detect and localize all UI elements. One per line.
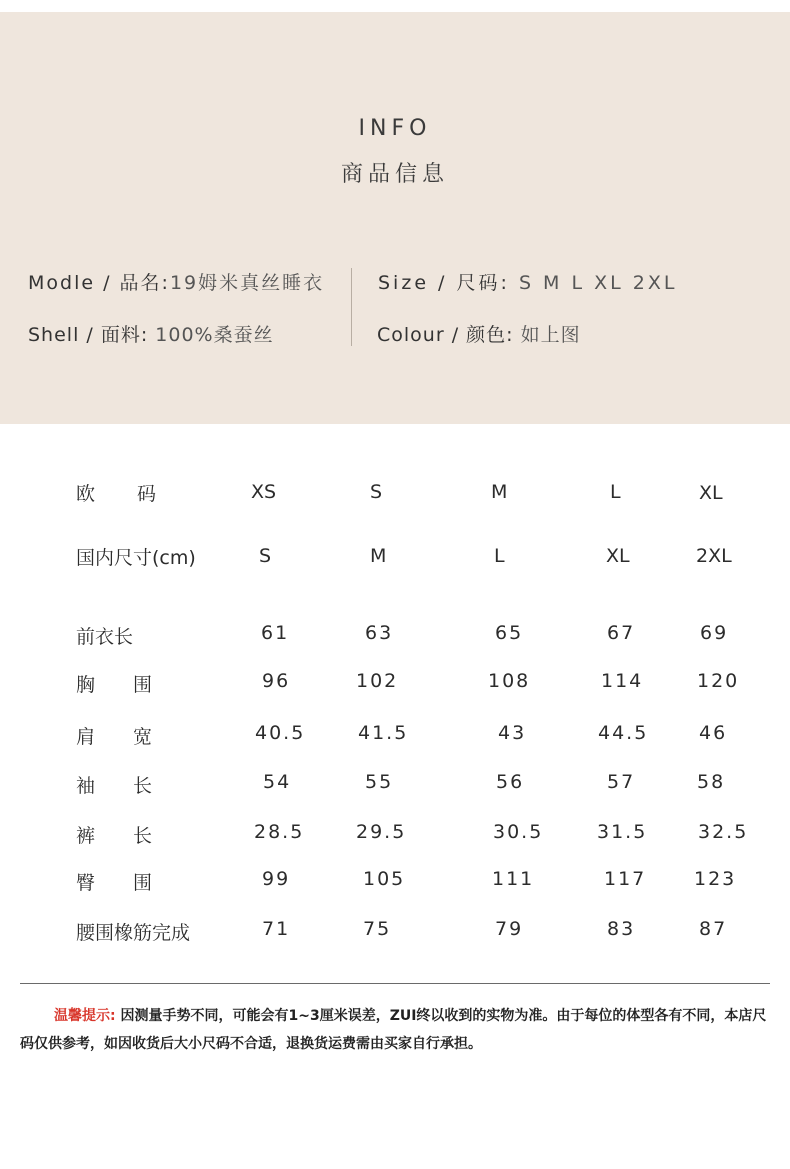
- measure-cell: 44.5: [598, 722, 649, 744]
- measure-cell: 54: [263, 771, 292, 793]
- spec-shell: [28, 320, 274, 347]
- measure-cell: 55: [365, 771, 394, 793]
- cn-size-cell: S: [259, 545, 272, 567]
- cn-size-cell: M: [370, 545, 387, 567]
- measure-cell: 120: [697, 670, 740, 692]
- notice-lead: 温馨提示:: [54, 1008, 116, 1024]
- measure-cell: 63: [365, 622, 394, 644]
- measure-cell: 79: [495, 918, 524, 940]
- cn-size-label: 国内尺寸(cm): [76, 547, 196, 569]
- measure-cell: 30.5: [493, 821, 544, 843]
- row-label: 臀 围: [76, 872, 169, 894]
- measure-cell: 123: [694, 868, 737, 890]
- spec-colour-label: Colour / 颜色:: [377, 324, 514, 346]
- measure-cell: 114: [601, 670, 644, 692]
- row-label: 腰围橡筋完成: [76, 922, 191, 944]
- product-info-panel: [0, 12, 790, 424]
- spec-colour: [377, 320, 581, 347]
- measure-cell: 28.5: [254, 821, 305, 843]
- info-title: INFO: [358, 116, 432, 141]
- measure-cell: 111: [492, 868, 535, 890]
- spec-size-value: S M L XL 2XL: [518, 272, 678, 294]
- measure-cell: 29.5: [356, 821, 407, 843]
- spec-model-value: 19姆米真丝睡衣: [169, 272, 325, 294]
- measure-cell: 69: [700, 622, 729, 644]
- measure-cell: 105: [363, 868, 406, 890]
- eu-size-cell: S: [370, 481, 383, 503]
- row-label: 袖 长: [76, 775, 169, 797]
- top-margin: [0, 0, 790, 12]
- eu-size-cell: XL: [699, 482, 723, 504]
- measure-cell: 102: [356, 670, 399, 692]
- notice-text: 因测量手势不同，可能会有1~3厘米误差，ZUI终以收到的实物为准。由于每位的体型各有不同，本店尺码仅供参考，如因收货后大小尺码不合适，退换货运费需由买家自行承担。: [20, 1008, 767, 1052]
- section-divider: [20, 983, 770, 984]
- measure-cell: 61: [261, 622, 290, 644]
- warm-notice: [20, 1002, 775, 1058]
- spec-shell-label: Shell / 面料:: [28, 324, 149, 346]
- eu-size-cell: L: [610, 481, 621, 503]
- spec-shell-value: 100%桑蚕丝: [155, 324, 274, 346]
- row-label: 前衣长: [76, 626, 134, 648]
- spec-colour-value: 如上图: [520, 324, 581, 346]
- eu-size-cell: XS: [251, 481, 277, 503]
- spec-model-label: Modle / 品名:: [28, 272, 170, 294]
- info-subtitle: 商品信息: [340, 162, 449, 187]
- measure-cell: 57: [607, 771, 636, 793]
- cn-size-cell: 2XL: [696, 545, 732, 567]
- eu-size-label: 欧 码: [76, 483, 175, 505]
- measure-cell: 67: [607, 622, 636, 644]
- cn-size-cell: L: [494, 545, 505, 567]
- measure-cell: 43: [498, 722, 527, 744]
- spec-size: [378, 268, 677, 295]
- row-label: 胸 围: [76, 674, 169, 696]
- measure-cell: 75: [363, 918, 392, 940]
- measure-cell: 41.5: [358, 722, 409, 744]
- measure-cell: 99: [262, 868, 291, 890]
- measure-cell: 56: [496, 771, 525, 793]
- cn-size-cell: XL: [606, 545, 630, 567]
- spec-size-label: Size / 尺码:: [378, 272, 510, 294]
- measure-cell: 31.5: [597, 821, 648, 843]
- measure-cell: 40.5: [255, 722, 306, 744]
- eu-size-cell: M: [491, 481, 508, 503]
- spec-divider: [351, 268, 352, 346]
- measure-cell: 108: [488, 670, 531, 692]
- measure-cell: 87: [699, 918, 728, 940]
- row-label: 裤 长: [76, 825, 169, 847]
- measure-cell: 71: [262, 918, 291, 940]
- measure-cell: 58: [697, 771, 726, 793]
- spec-model: [28, 268, 324, 295]
- measure-cell: 117: [604, 868, 647, 890]
- row-label: 肩 宽: [76, 726, 169, 748]
- measure-cell: 32.5: [698, 821, 749, 843]
- measure-cell: 83: [607, 918, 636, 940]
- measure-cell: 65: [495, 622, 524, 644]
- measure-cell: 46: [699, 722, 728, 744]
- measure-cell: 96: [262, 670, 291, 692]
